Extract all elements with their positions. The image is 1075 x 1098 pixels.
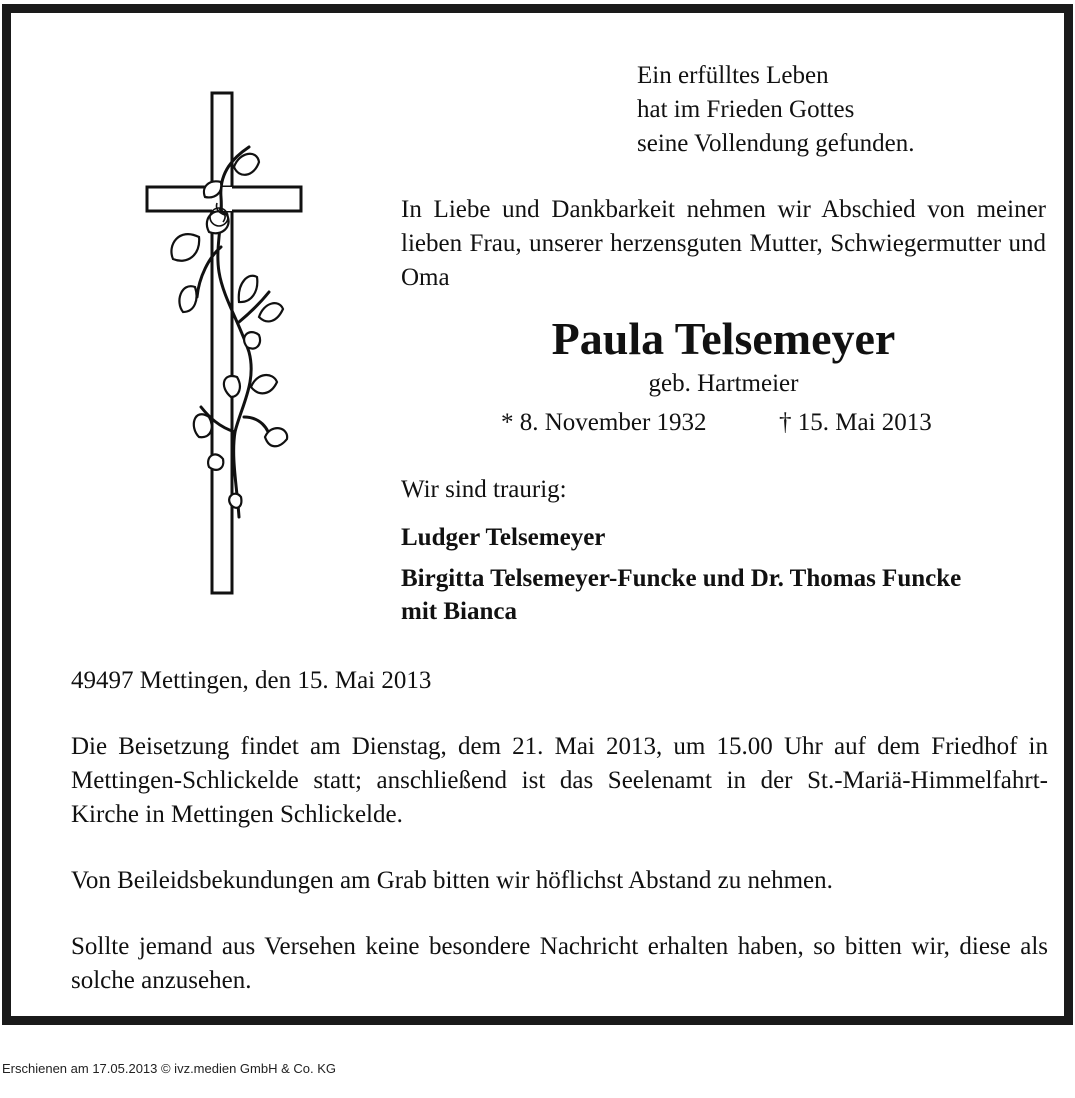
- mourner-name: Ludger Telsemeyer: [401, 524, 606, 551]
- motto-line: hat im Frieden Gottes: [637, 96, 855, 123]
- motto: [637, 59, 915, 161]
- intro-text: In Liebe und Dankbarkeit nehmen wir Abschied von meiner lieben Frau, unserer herzensguten Mutter, Schwiegermutter und Oma: [401, 196, 1046, 291]
- cross-with-rose-icon: [139, 87, 309, 599]
- burial-info: Die Beisetzung findet am Dienstag, dem 21. Mai 2013, um 15.00 Uhr auf dem Friedhof in Mettingen-Schlickelde statt; anschließend ist das Seelenamt in der St.-Mariä-Himmelfahrt-Kirche in Mettingen Schlickelde.: [71, 733, 1048, 828]
- death-date: † 15. Mai 2013: [779, 409, 932, 436]
- obituary-frame: [2, 4, 1073, 1025]
- place-date: 49497 Mettingen, den 15. Mai 2013: [71, 667, 432, 694]
- mourner-name: Birgitta Telsemeyer-Funcke und Dr. Thomas Funcke: [401, 565, 962, 592]
- mourning-intro: Wir sind traurig:: [401, 476, 567, 503]
- publication-footer: Erschienen am 17.05.2013 © ivz.medien GmbH & Co. KG: [2, 1061, 337, 1076]
- maiden-name: geb. Hartmeier: [648, 370, 799, 397]
- motto-line: seine Vollendung gefunden.: [637, 130, 915, 157]
- mourner-name: mit Bianca: [401, 598, 517, 625]
- no-notice-note: Sollte jemand aus Versehen keine besondere Nachricht erhalten haben, so bitten wir, diese als solche anzusehen.: [71, 933, 1048, 994]
- motto-line: Ein erfülltes Leben: [637, 62, 829, 89]
- deceased-name: Paula Telsemeyer: [551, 313, 896, 364]
- birth-date: * 8. November 1932: [501, 409, 707, 436]
- condolence-note: Von Beileidsbekundungen am Grab bitten wir höflichst Abstand zu nehmen.: [71, 867, 833, 894]
- mourner-group: [401, 562, 1041, 628]
